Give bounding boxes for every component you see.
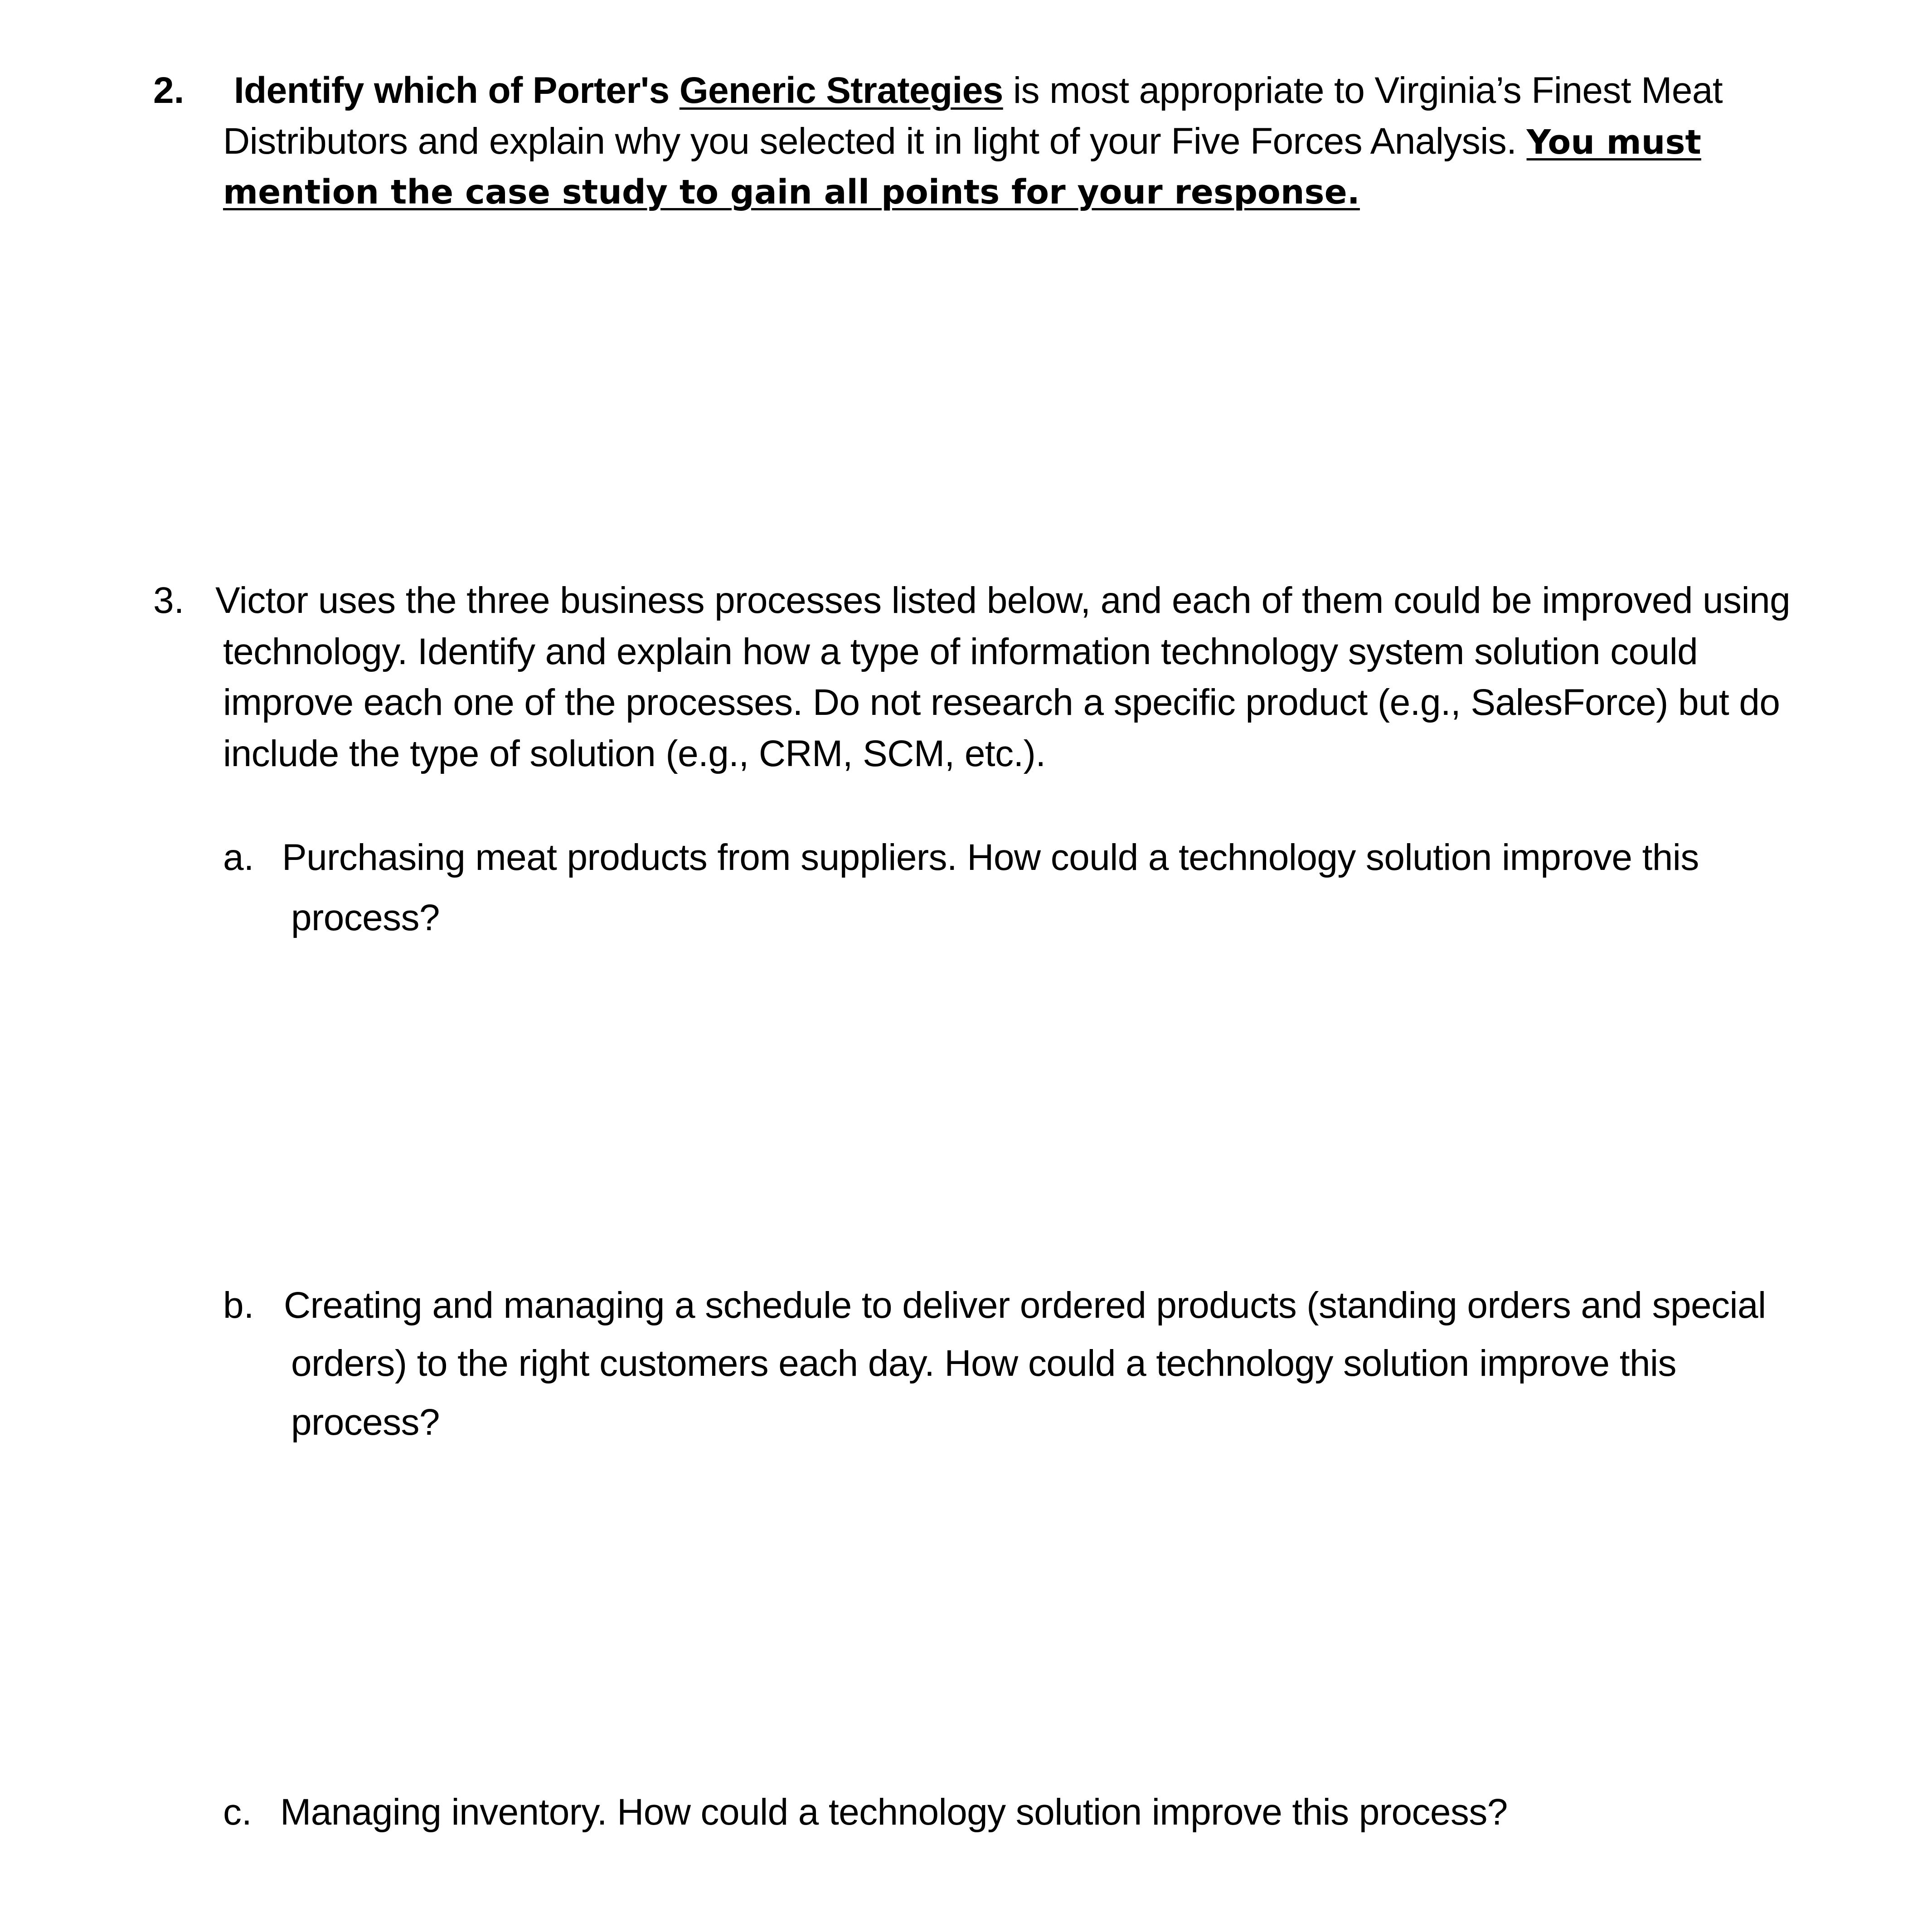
question-2-requirement-2: mention the case study to gain all points for your response. <box>223 173 1360 212</box>
part-b-line-3: process? <box>291 1402 440 1443</box>
question-3-line-3: improve each one of the processes. Do not research a specific product (e.g., SalesForce) but do <box>223 682 1780 723</box>
question-2-line-2 <box>223 119 1701 165</box>
question-2-line-1 <box>234 68 1723 113</box>
question-3-line-4: include the type of solution (e.g., CRM, SCM, etc.). <box>223 733 1046 774</box>
part-a-line-1: Purchasing meat products from suppliers. How could a technology solution improve this <box>282 837 1699 878</box>
question-3-line-1: Victor uses the three business processes listed below, and each of them could be improved using <box>215 580 1791 621</box>
question-2-number: 2. <box>153 70 184 111</box>
part-b-line-2: orders) to the right customers each day. How could a technology solution improve this <box>291 1343 1676 1384</box>
question-2-line-2-text: Distributors and explain why you selected it in light of your Five Forces Analysis. <box>223 121 1527 162</box>
question-2-emphasis: Generic Strategies <box>679 70 1003 111</box>
part-b-letter: b. <box>223 1285 254 1326</box>
question-2-requirement-1: You must <box>1526 123 1701 162</box>
part-a-letter: a. <box>223 837 254 878</box>
part-a-line-2: process? <box>291 897 440 938</box>
question-2-lead: Identify which of Porter's <box>234 70 680 111</box>
part-b-line-1: Creating and managing a schedule to deliver ordered products (standing orders and special <box>284 1285 1766 1326</box>
question-3-line-2: technology. Identify and explain how a type of information technology system solution could <box>223 631 1698 672</box>
question-2-line-3 <box>223 169 1360 215</box>
question-3-number: 3. <box>153 580 184 621</box>
part-c-letter: c. <box>223 1791 252 1833</box>
question-2-line-1-rest: is most appropriate to Virginia’s Finest Meat <box>1003 70 1723 111</box>
part-c-line-1: Managing inventory. How could a technology solution improve this process? <box>280 1791 1508 1833</box>
